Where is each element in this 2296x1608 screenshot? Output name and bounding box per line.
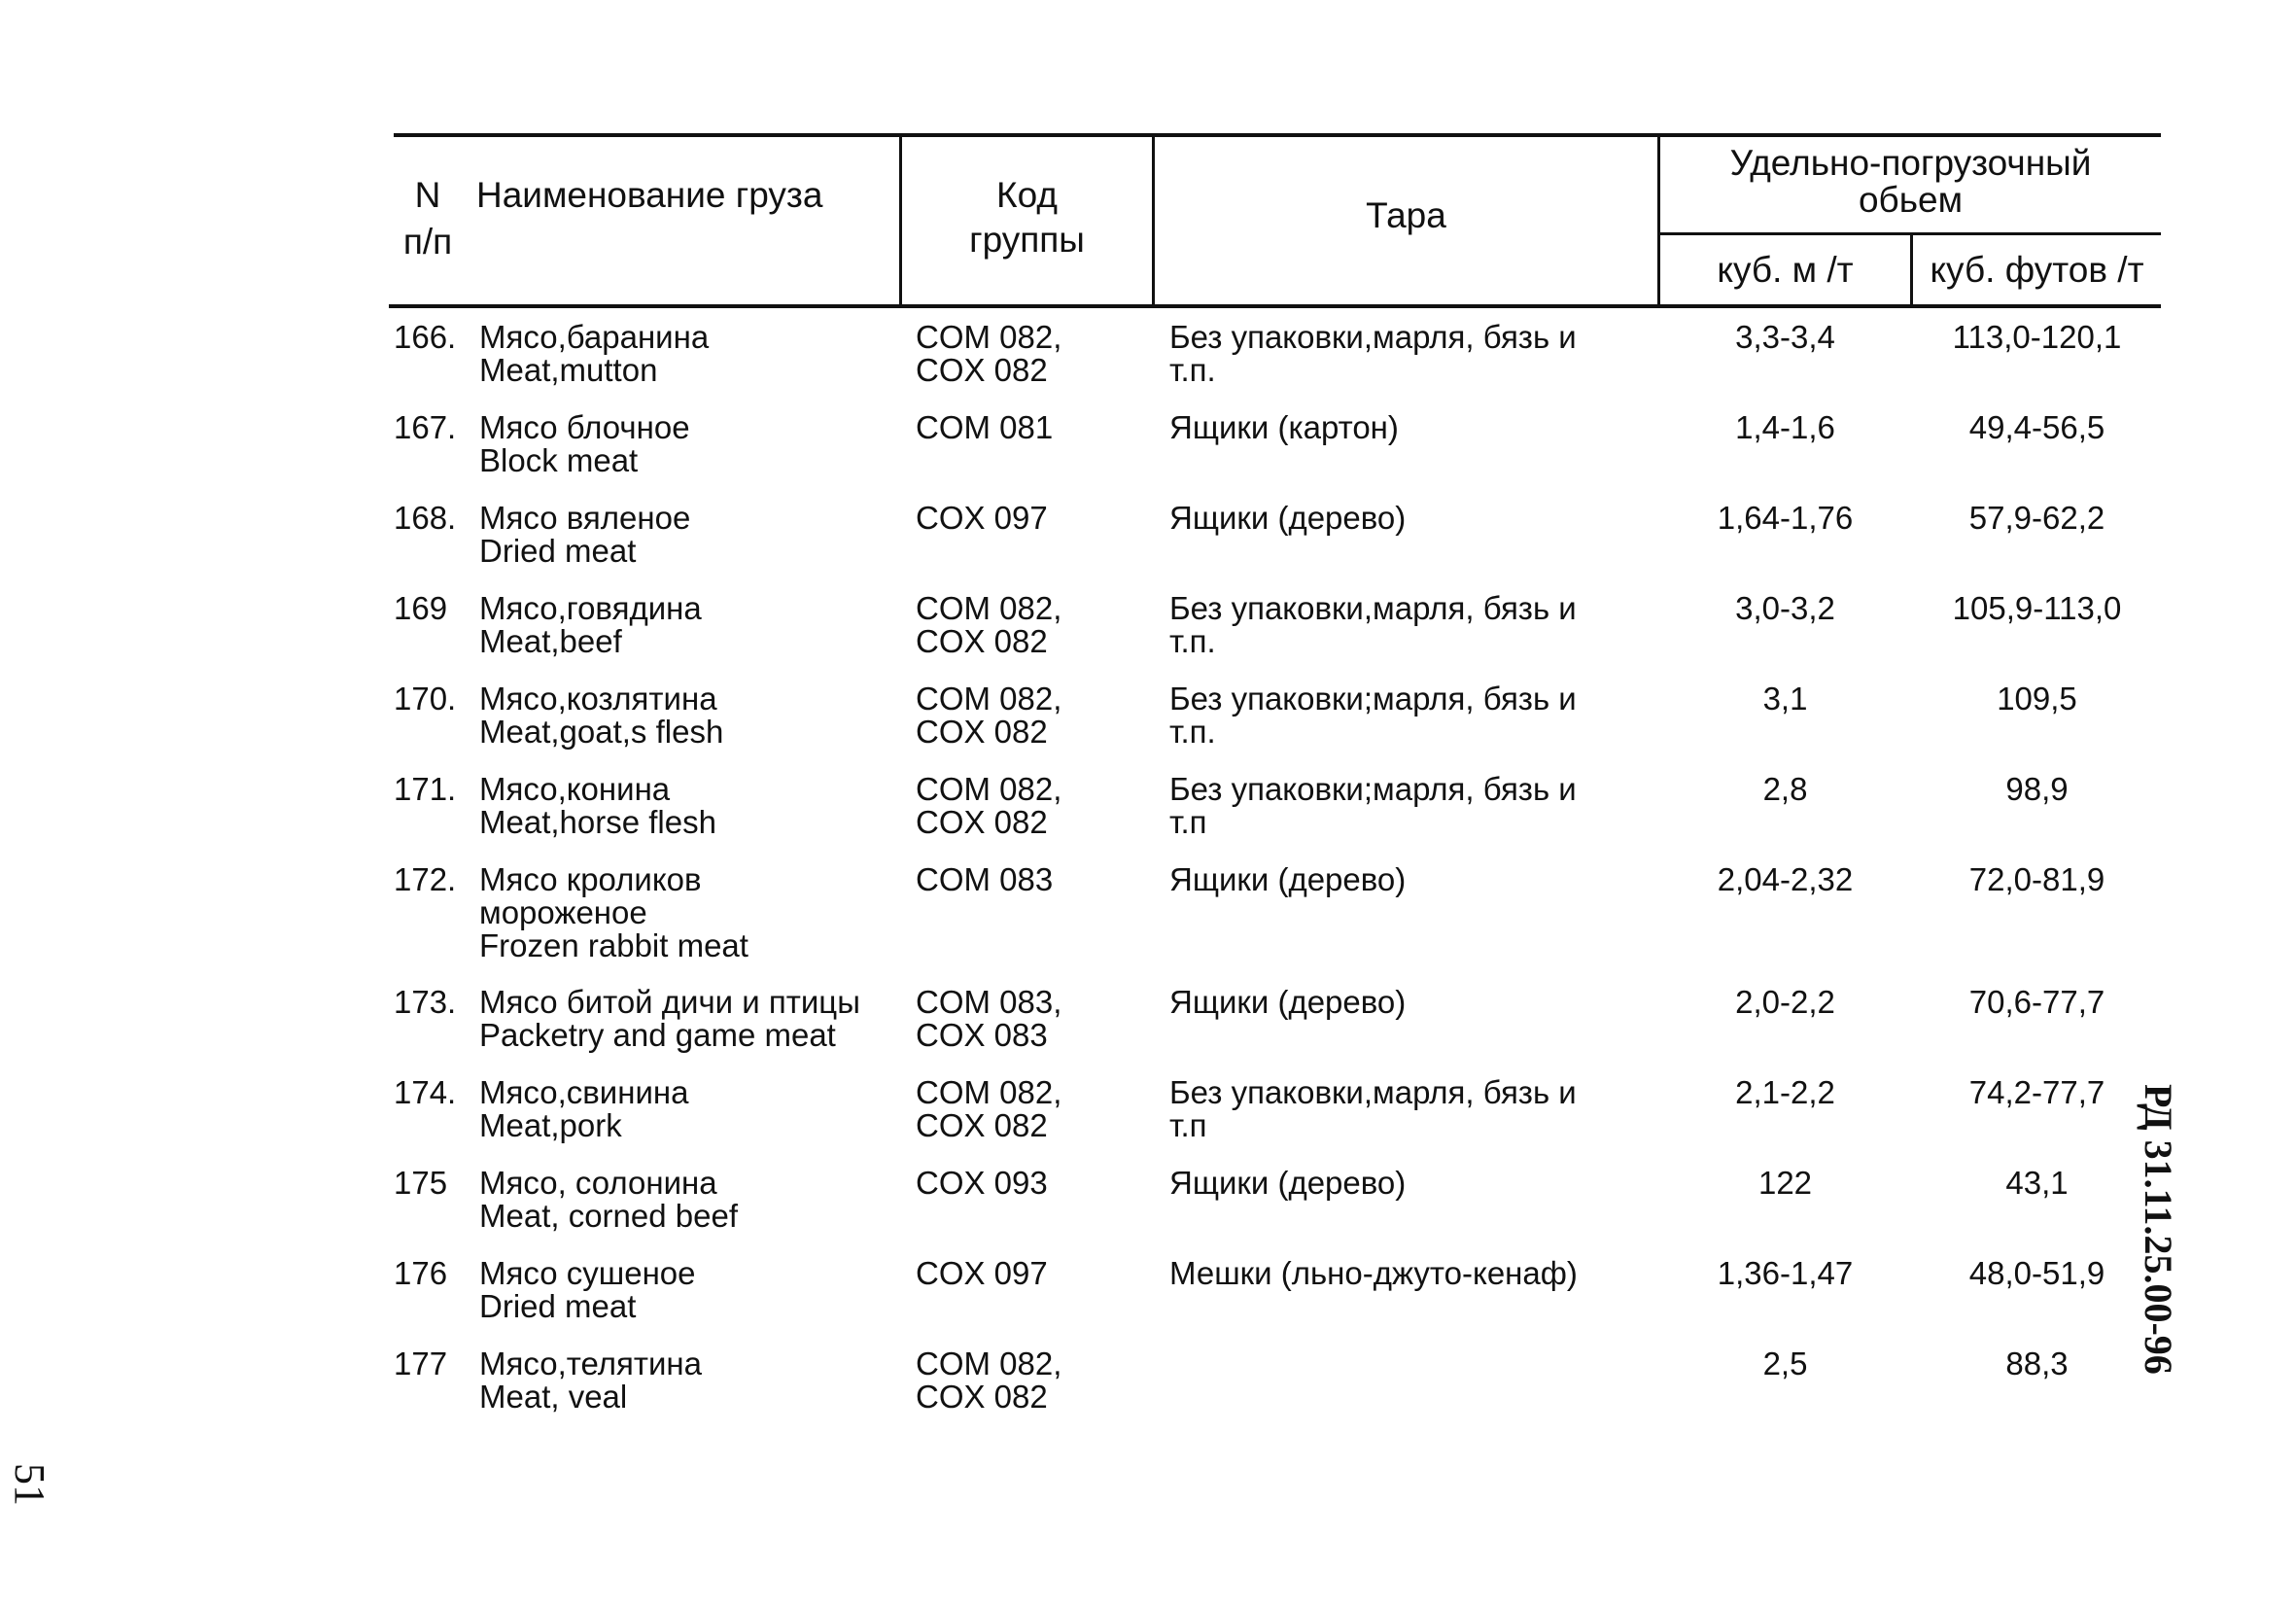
group-code-line: COX 093	[916, 1165, 1048, 1201]
packaging-line: Без упаковки;марля, бязь и	[1169, 681, 1577, 717]
row-number: 168.	[394, 500, 457, 536]
volume-m3-per-t: 2,1-2,2	[1735, 1074, 1835, 1110]
table-top-rule	[394, 133, 2161, 137]
cargo-name-line: Meat, corned beef	[479, 1198, 738, 1234]
row-number: 167.	[394, 409, 457, 445]
header-n: N	[414, 175, 441, 215]
cargo-name-line: Мясо вяленое	[479, 500, 691, 536]
row-number: 166.	[394, 319, 457, 355]
group-code-line: COX 082	[916, 714, 1048, 750]
volume-m3-per-t: 3,3-3,4	[1735, 319, 1835, 355]
volume-m3-per-t: 2,04-2,32	[1717, 861, 1854, 897]
group-code-line: COM 083	[916, 861, 1054, 897]
volume-m3-per-t: 1,4-1,6	[1735, 409, 1835, 445]
group-code-line: COX 082	[916, 1379, 1048, 1415]
group-code-line: COX 082	[916, 352, 1048, 388]
cargo-name-line: Мясо сушеное	[479, 1255, 696, 1291]
volume-m3-per-t: 2,5	[1762, 1346, 1808, 1381]
cargo-name-line: Dried meat	[479, 533, 637, 569]
row-number: 173.	[394, 984, 457, 1020]
volume-ft3-per-t: 98,9	[2005, 771, 2069, 807]
cargo-name-line: Meat,horse flesh	[479, 804, 716, 840]
group-code-line: COX 082	[916, 804, 1048, 840]
header-tara: Тара	[1366, 195, 1446, 235]
group-code-line: COX 097	[916, 500, 1048, 536]
row-number: 177	[394, 1346, 448, 1381]
header-code-line1: Код	[996, 175, 1058, 215]
packaging-line: Ящики (дерево)	[1169, 861, 1407, 897]
packaging-line: Ящики (картон)	[1169, 409, 1399, 445]
group-code-line: COM 083,	[916, 984, 1062, 1020]
group-code-line: COX 083	[916, 1017, 1048, 1053]
volume-m3-per-t: 3,0-3,2	[1735, 590, 1835, 626]
cargo-name-line: Мясо битой дичи и птицы	[479, 984, 860, 1020]
col-divider-name-code	[899, 133, 902, 307]
group-code-line: COM 082,	[916, 590, 1062, 626]
document-code: РД 31.11.25.00-96	[2137, 1084, 2180, 1375]
group-code-line: COM 081	[916, 409, 1054, 445]
volume-ft3-per-t: 88,3	[2005, 1346, 2069, 1381]
volume-ft3-per-t: 72,0-81,9	[1968, 861, 2105, 897]
volume-m3-per-t: 3,1	[1762, 681, 1808, 717]
volume-subheader-rule	[1657, 232, 2161, 235]
row-number: 174.	[394, 1074, 457, 1110]
packaging-line: т.п.	[1169, 714, 1216, 750]
row-number: 171.	[394, 771, 457, 807]
cargo-name-line: мороженое	[479, 894, 647, 930]
cargo-name-line: Packetry and game meat	[479, 1017, 836, 1053]
packaging-line: т.п	[1169, 1107, 1207, 1143]
row-number: 172.	[394, 861, 457, 897]
cargo-name-line: Мясо,конина	[479, 771, 671, 807]
volume-m3-per-t: 2,8	[1762, 771, 1808, 807]
cargo-name-line: Dried meat	[479, 1288, 637, 1324]
volume-ft3-per-t: 57,9-62,2	[1968, 500, 2105, 536]
group-code-line: COM 082,	[916, 1074, 1062, 1110]
group-code-line: COM 082,	[916, 1346, 1062, 1381]
packaging-line: Ящики (дерево)	[1169, 500, 1407, 536]
cargo-name-line: Meat,goat,s flesh	[479, 714, 724, 750]
header-name: Наименование груза	[476, 175, 823, 215]
volume-m3-per-t: 2,0-2,2	[1735, 984, 1835, 1020]
row-number: 170.	[394, 681, 457, 717]
group-code-line: COM 082,	[916, 681, 1062, 717]
group-code-line: COX 097	[916, 1255, 1048, 1291]
cargo-name-line: Мясо,говядина	[479, 590, 702, 626]
volume-m3-per-t: 122	[1757, 1165, 1813, 1201]
header-volume-line2: обьем	[1858, 180, 1964, 220]
header-volume-line1: Удельно-погрузочный	[1729, 143, 2092, 183]
volume-ft3-per-t: 43,1	[2005, 1165, 2069, 1201]
row-number: 169	[394, 590, 448, 626]
packaging-line: т.п.	[1169, 352, 1216, 388]
header-bottom-rule	[389, 304, 2161, 308]
volume-m3-per-t: 1,36-1,47	[1717, 1255, 1854, 1291]
volume-ft3-per-t: 109,5	[1997, 681, 2077, 717]
cargo-name-line: Мясо, солонина	[479, 1165, 717, 1201]
packaging-line: Мешки (льно-джуто-кенаф)	[1169, 1255, 1578, 1291]
cargo-name-line: Meat,mutton	[479, 352, 658, 388]
volume-ft3-per-t: 48,0-51,9	[1968, 1255, 2105, 1291]
packaging-line: т.п	[1169, 804, 1207, 840]
row-number: 175	[394, 1165, 448, 1201]
volume-ft3-per-t: 70,6-77,7	[1968, 984, 2105, 1020]
group-code-line: COX 082	[916, 623, 1048, 659]
header-pp: п/п	[402, 222, 453, 262]
header-m3-per-t: куб. м /т	[1717, 250, 1854, 290]
cargo-name-line: Мясо,баранина	[479, 319, 710, 355]
cargo-name-line: Мясо,козлятина	[479, 681, 717, 717]
cargo-name-line: Мясо,свинина	[479, 1074, 689, 1110]
packaging-line: Ящики (дерево)	[1169, 1165, 1407, 1201]
header-ft3-per-t: куб. футов /т	[1930, 250, 2144, 290]
packaging-line: Ящики (дерево)	[1169, 984, 1407, 1020]
row-number: 176	[394, 1255, 448, 1291]
header-code-line2: группы	[969, 220, 1085, 260]
volume-ft3-per-t: 74,2-77,7	[1968, 1074, 2105, 1110]
packaging-line: Без упаковки,марля, бязь и	[1169, 590, 1577, 626]
volume-m3-per-t: 1,64-1,76	[1717, 500, 1854, 536]
cargo-name-line: Meat,beef	[479, 623, 622, 659]
cargo-name-line: Meat, veal	[479, 1379, 628, 1415]
cargo-name-line: Meat,pork	[479, 1107, 622, 1143]
volume-ft3-per-t: 49,4-56,5	[1968, 409, 2105, 445]
group-code-line: COM 082,	[916, 771, 1062, 807]
volume-ft3-per-t: 105,9-113,0	[1952, 590, 2122, 626]
cargo-name-line: Block meat	[479, 442, 639, 478]
packaging-line: Без упаковки,марля, бязь и	[1169, 1074, 1577, 1110]
packaging-line: Без упаковки,марля, бязь и	[1169, 319, 1577, 355]
group-code-line: COX 082	[916, 1107, 1048, 1143]
volume-ft3-per-t: 113,0-120,1	[1952, 319, 2122, 355]
cargo-name-line: Мясо блочное	[479, 409, 690, 445]
cargo-name-line: Мясо,телятина	[479, 1346, 703, 1381]
packaging-line: т.п.	[1169, 623, 1216, 659]
cargo-name-line: Мясо кроликов	[479, 861, 702, 897]
cargo-name-line: Frozen rabbit meat	[479, 927, 748, 963]
group-code-line: COM 082,	[916, 319, 1062, 355]
page-number: 51	[6, 1463, 53, 1506]
packaging-line: Без упаковки;марля, бязь и	[1169, 771, 1577, 807]
